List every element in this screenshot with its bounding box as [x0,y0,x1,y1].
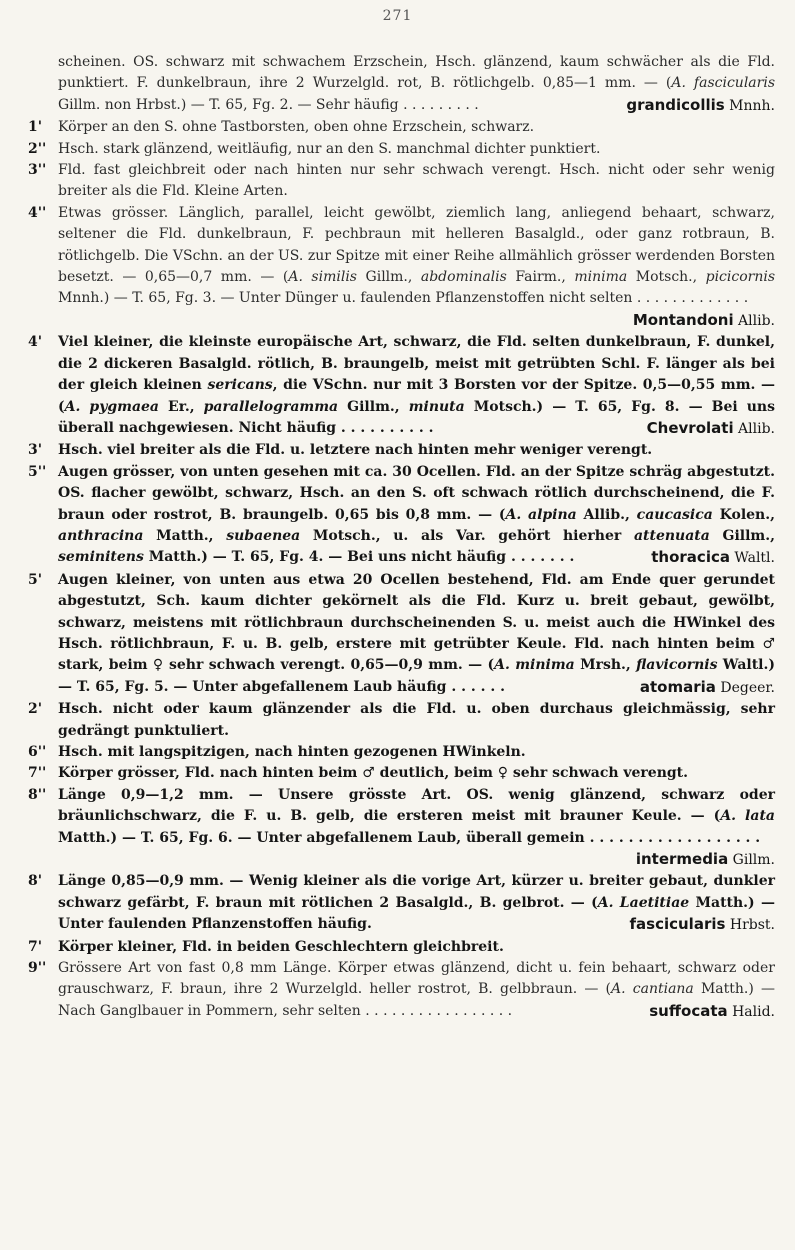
synonym-name: A. pygmaea [64,398,159,415]
page-number: 271 [382,8,413,24]
species-name [633,310,775,332]
text-segment: Etwas grösser. Länglich, parallel, leicht gewölbt, ziemlich lang, anliegend behaart, schwarz, seltener die Fld. dunkelbraun, F. pechbraun mit helleren Basalgld., oder ganz rotbraun, B. rötlichgelb. Die VSchn. an der US. zur Spitze mit einer Reihe allmählich grösser werdenden Borsten besetzt. — 0,65—0,7 mm. — ( [58,204,775,286]
text-segment: Körper an den S. ohne Tastborsten, oben ohne Erzschein, schwarz. [58,119,535,136]
key-entry [28,440,775,461]
synonym-name: parallelogramma [203,398,339,415]
couplet-number: 9'' [28,960,47,977]
species-author: Waltl. [729,550,775,567]
couplet-number: 5' [28,571,43,588]
synonym-name: A. alpina [505,506,577,523]
text-segment: Körper grösser, Fld. nach hinten beim ♂ deutlich, beim ♀ sehr schwach verengt. [58,765,689,782]
couplet-number: 7'' [28,765,47,782]
couplet-number: 6'' [28,744,47,760]
text-segment: , die VSchn. nur mit 3 Borsten vor der Spitze. 0,5—0,55 mm. — ( [58,377,776,415]
text-segment: Augen kleiner, von unten aus etwa 20 Ocellen bestehend, Fld. am Ende quer gerundet abgestutzt, Sch. kaum dichter gekörnelt als die Fld. Kurz u. breit gebaut, gewölbt, schwarz, meistens mit rötlichbraun durchscheinenden S. u. meist auch die HWinkel des Hsch. rötlichbraun, F. u. B. gelb, erstere mit getrübter Keule. Fld. nach hinten beim ♂ stark, beim ♀ sehr schwach verengt. 0,65—0,9 mm. — ( [58,571,775,674]
text-segment: Motsch.) — T. 65, Fg. 8. — Bei uns überall nachgewiesen. Nicht häufig [58,398,775,436]
couplet-number: 5'' [28,463,47,480]
text-segment: Motsch., [627,269,706,286]
key-entries [28,52,775,1023]
synonym-name: anthracina [58,527,144,544]
couplet-number: 2'' [28,140,47,157]
synonym-name: A. Laetitiae [597,894,690,911]
couplet-number: 8'' [28,786,47,803]
species-epithet: intermedia [635,850,729,869]
species-author: Gillm. [728,852,775,869]
text-segment: Allib., [576,506,637,523]
key-entry [28,958,775,1023]
dot-leader: . . . . . . . [506,549,575,566]
species-epithet: fascicularis [629,915,726,934]
text-segment: Fairm., [506,269,575,286]
text-segment: Körper kleiner, Fld. in beiden Geschlechtern gleichbreit. [58,938,504,955]
text-segment: Hsch. nicht oder kaum glänzender als die Fld. u. oben durchaus gleichmässig, sehr gedrängt punktuliert. [58,701,775,739]
dot-leader: . . . . . . . . . . . . . . . . . . [584,829,761,846]
synonym-name: sericans [207,377,273,394]
species-epithet: suffocata [649,1001,728,1020]
text-segment: Gillm., [338,398,409,415]
couplet-number: 3'' [28,162,47,179]
text-segment: Mrsh., [574,657,637,674]
text-segment: Gillm., [709,527,775,544]
synonym-name: flavicornis [636,657,718,674]
dot-leader: . . . . . . . . . . [336,419,434,436]
species-author: Hrbst. [725,917,775,934]
text-segment: Viel kleiner, die kleinste europäische Art, schwarz, die Fld. selten dunkelbraun, F. dunkel, die 2 dickeren Basalgld. rötlich, B. braungelb, meist mit getrübten Schl. F. länger als bei der gleich kleinen [58,334,775,394]
key-entry [28,332,775,440]
text-segment: scheinen. OS. schwarz mit schwachem Erzschein, Hsch. glänzend, kaum schwächer als die Fld. punktiert. F. dunkelbraun, ihre 2 Wurzelgld. rot, B. rötlichgelb. 0,85—1 mm. — ( [58,54,775,92]
synonym-name: A. cantiana [611,981,694,998]
synonym-name: A. lata [720,808,775,825]
couplet-number: 8' [28,873,43,890]
couplet-number: 2' [28,701,43,718]
entry-text [58,119,534,135]
species-name [647,418,775,440]
dot-leader: . . . . . . . . . . . . . . . . . [360,1002,513,1019]
text-segment: Matth.) — Nach Ganglbauer in Pommern, sehr selten [58,981,776,1019]
text-segment: Matth.) — Unter faulenden Pflanzenstoffen häufig. [58,894,775,933]
key-entry [28,139,775,160]
synonym-name: A. fascicularis [671,75,775,92]
entry-text [58,765,688,781]
entry-text [58,939,504,955]
key-entry [28,871,775,936]
synonym-name: caucasica [636,506,713,523]
entry-text [58,442,652,458]
couplet-number: 4'' [28,204,47,221]
entry-text [58,744,526,760]
text-segment: Grössere Art von fast 0,8 mm Länge. Körper etwas glänzend, dicht u. fein behaart, schwarz oder grauschwarz, F. braun, ihre 2 Wurzelgld. heller rostrot, B. gelbbraun. — ( [58,960,775,998]
text-segment: Augen grösser, von unten gesehen mit ca. 30 Ocellen. Fld. an der Spitze schräg abgestutzt. OS. flacher gewölbt, schwarz, Hsch. an den S. oft schwach rötlich durchscheinend, die F. braun oder rostrot, B. braungelb. 0,65 bis 0,8 mm. — ( [58,463,775,523]
text-segment: Länge 0,85—0,9 mm. — Wenig kleiner als die vorige Art, kürzer u. breiter gebaut, dunkler schwarz gefärbt, F. braun mit rötlichen 2 Basalgld., B. gelbrot. — ( [58,873,775,911]
couplet-number: 7' [28,938,43,955]
text-segment: Gillm. non Hrbst.) — T. 65, Fg. 2. — Sehr häufig [58,96,399,113]
synonym-name: A. minima [494,657,575,674]
couplet-number: 4' [28,334,43,351]
species-author: Degeer. [715,679,775,696]
key-entry [28,203,775,332]
text-segment: Hsch. stark glänzend, weitläufig, nur an den S. manchmal dichter punktiert. [58,140,601,157]
key-entry [28,699,775,742]
text-segment: Fld. fast gleichbreit oder nach hinten nur sehr schwach verengt. Hsch. nicht oder sehr wenig breiter als die Fld. Kleine Arten. [58,162,775,200]
synonym-name: abdominalis [420,269,507,286]
text-segment: Er., [159,398,204,415]
synonym-name: picicornis [705,269,776,286]
synonym-name: minuta [408,398,465,415]
synonym-name: A. similis [288,269,357,286]
text-segment: Hsch. mit langspitzigen, nach hinten gezogenen HWinkeln. [58,744,526,760]
text-segment: Matth., [143,527,227,544]
text-segment: Matth.) — T. 65, Fg. 6. — Unter abgefallenem Laub, überall gemein [58,829,585,846]
entry-text [58,141,600,157]
text-segment: Waltl.) — T. 65, Fg. 5. — Unter abgefallenem Laub häufig [58,657,775,695]
entry-text [58,162,775,199]
synonym-name: attenuata [633,527,710,544]
text-segment: Motsch., u. als Var. gehört hierher [300,527,634,544]
key-entry [28,570,775,699]
species-author: Allib. [733,312,775,329]
species-epithet: atomaria [639,677,716,696]
species-name [636,849,775,871]
key-entry [28,763,775,784]
key-entry [28,742,775,763]
entry-text [58,572,775,695]
key-entry [28,937,775,958]
species-author: Mnnh. [724,97,775,114]
key-entry [28,462,775,570]
text-segment: Matth.) — T. 65, Fg. 4. — Bei uns nicht häufig [143,549,507,566]
species-epithet: grandicollis [626,95,725,114]
key-entry [28,117,775,138]
dot-leader: . . . . . . . . . [398,96,479,113]
text-segment: Hsch. viel breiter als die Fld. u. letztere nach hinten mehr weniger verengt. [58,442,653,459]
species-author: Halid. [727,1003,775,1020]
species-epithet: Montandoni [632,310,734,329]
entry-text [58,787,775,846]
key-entry [28,160,775,203]
dot-leader: . . . . . . . . . . . . . [632,290,749,307]
synonym-name: subaenea [226,527,301,544]
species-author: Allib. [733,420,775,437]
entry-text [58,701,775,738]
entry-text [58,205,775,307]
text-segment: Mnnh.) — T. 65, Fg. 3. — Unter Dünger u. faulenden Pflanzenstoffen nicht selten [58,290,633,307]
species-name [651,547,775,569]
dot-leader: . . . . . . [446,678,505,695]
key-entry [28,785,775,872]
species-name [649,1001,775,1023]
key-entry [28,52,775,117]
text-segment: Gillm., [357,269,421,286]
couplet-number: 3' [28,442,43,459]
species-name [630,914,776,936]
text-segment: Kolen., [712,506,775,523]
couplet-number: 1' [28,119,43,136]
text-segment: Länge 0,9—1,2 mm. — Unsere grösste Art. OS. wenig glänzend, schwarz oder bräunlichschwarz, die F. u. B. gelb, die ersteren meist mit brauner Keule. — ( [58,786,775,825]
species-epithet: thoracica [651,548,730,567]
synonym-name: seminitens [58,549,144,566]
species-name [626,95,775,117]
species-name [640,677,775,699]
species-epithet: Chevrolati [646,418,734,437]
synonym-name: minima [574,269,628,286]
